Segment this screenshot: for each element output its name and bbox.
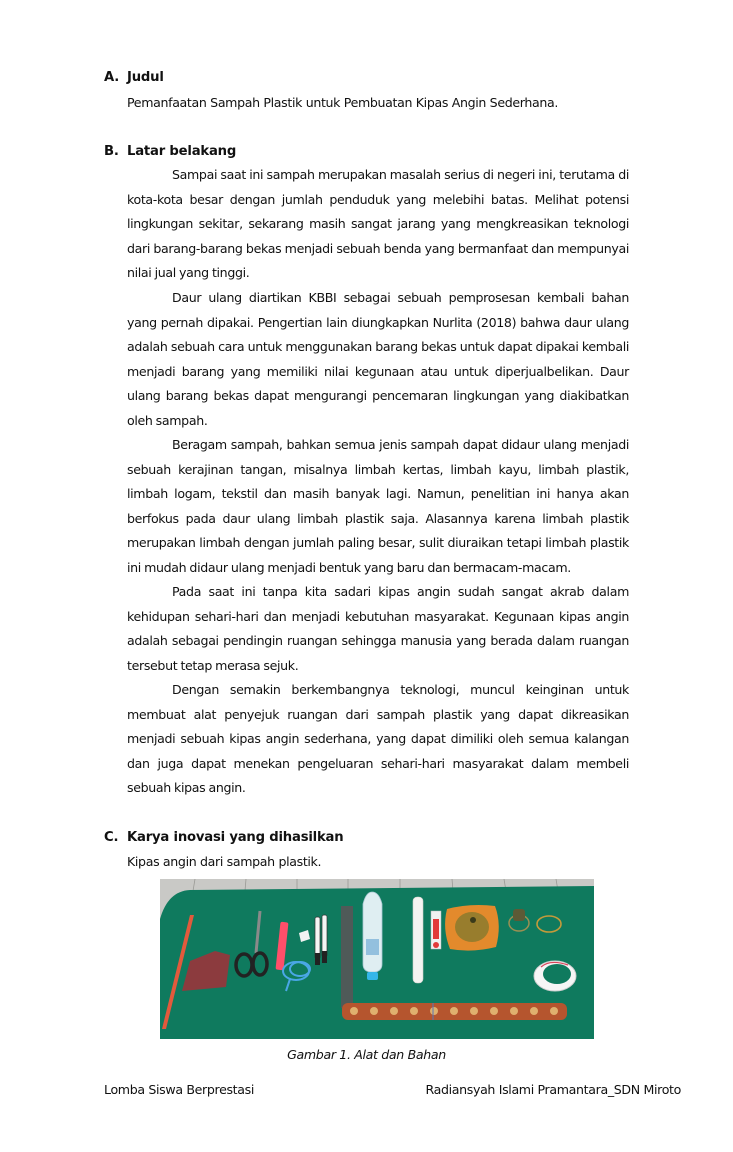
paragraph-3: Beragam sampah, bahkan semua jenis sampah dapat didaur ulang menjadi sebuah kerajinan tangan, misalnya limbah kertas, limbah kayu, limbah plastik, limbah logam, tekstil dan masih banyak lagi. Namun, penelitian ini hanya akan berfokus pada daur ulang limbah plastik saja. Alasannya karena limbah plastik merupakan limbah dengan jumlah paling besar, sulit diuraikan tetapi limbah plastik ini mudah didaur ulang menjadi bentuk yang baru dan bermacam-macam.	[127, 437, 629, 575]
paragraph-4: Pada saat ini tanpa kita sadari kipas angin sudah sangat akrab dalam kehidupan sehari-hari dan menjadi kebutuhan masyarakat. Kegunaan kipas angin adalah sebagai pendingin ruangan sehingga manusia yang berada dalam ruangan tersebut tetap merasa sejuk.	[127, 584, 629, 673]
section-c-title: Karya inovasi yang dihasilkan	[127, 830, 344, 845]
section-a-title: Judul	[127, 70, 164, 85]
section-b-letter: B.	[104, 144, 119, 159]
double-tape-roll	[534, 961, 576, 991]
batik-paper-roll	[342, 1003, 567, 1020]
section-b-heading	[104, 144, 236, 159]
orange-plastic-base	[445, 905, 499, 951]
marker-2	[322, 915, 327, 957]
section-c-letter: C.	[104, 830, 119, 845]
paragraph-1: Sampai saat ini sampah merupakan masalah serius di negeri ini, terutama di kota-kota besar dengan jumlah penduduk yang melebihi batas. Melihat potensi lingkungan sekitar, sekarang masih sangat jarang yang mengkreasikan teknologi dari barang-barang bekas menjadi sebuah benda yang bermanfaat dan mempunyai nilai jual yang tinggi.	[127, 167, 629, 280]
plastic-bottle	[363, 892, 382, 980]
marker-1	[315, 917, 320, 959]
section-a-heading	[104, 70, 164, 85]
section-c-heading	[104, 830, 343, 845]
pvc-pipe	[413, 897, 423, 983]
paragraph-2: Daur ulang diartikan KBBI sebagai sebuah pemprosesan kembali bahan yang pernah dipakai. Pengertian lain diungkapkan Nurlita (2018) bahwa daur ulang adalah sebuah cara untuk menggunakan barang bekas untuk dapat dipakai kembali menjadi barang yang memiliki nilai kegunaan atau untuk diperjualbelikan. Daur ulang barang bekas dapat mengurangi pencemaran lingkungan yang diakibatkan oleh sampah.	[127, 290, 629, 428]
steel-ruler	[341, 906, 353, 1008]
section-c-text: Kipas angin dari sampah plastik.	[127, 854, 322, 869]
footer-left-text: Lomba Siswa Berprestasi	[104, 1082, 254, 1097]
tools-and-materials-photo	[160, 879, 594, 1039]
glue-tube	[431, 911, 441, 949]
section-b-title: Latar belakang	[127, 144, 237, 159]
section-a-letter: A.	[104, 70, 120, 85]
paragraph-5: Dengan semakin berkembangnya teknologi, muncul keinginan untuk membuat alat penyejuk ruangan dari sampah plastik yang dapat dikreasikan menjadi sebuah kipas angin sederhana, yang dapat dimiliki oleh semua kalangan dan juga dapat menekan pengeluaran sehari-hari masyarakat dalam membeli sebuah kipas angin.	[127, 682, 629, 795]
section-a-text: Pemanfaatan Sampah Plastik untuk Pembuatan Kipas Angin Sederhana.	[127, 95, 559, 110]
footer-right-text: Radiansyah Islami Pramantara_SDN Miroto	[425, 1082, 681, 1097]
figure-caption: Gambar 1. Alat dan Bahan	[287, 1047, 446, 1062]
